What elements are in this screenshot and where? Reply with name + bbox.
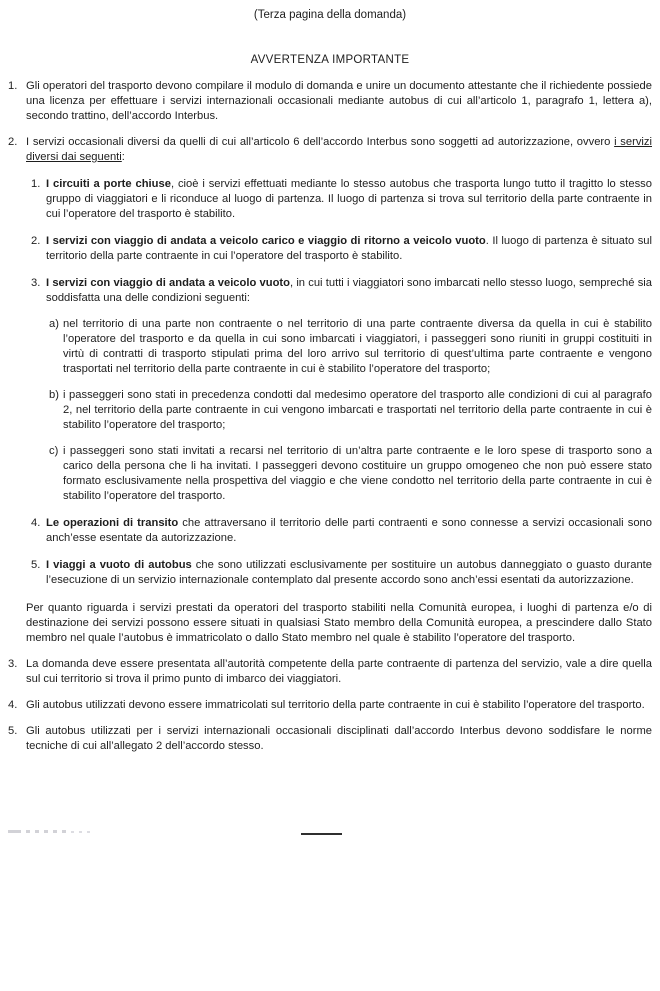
letter-marker-a: a) (49, 318, 59, 330)
list-item-2-text (26, 135, 652, 165)
sub-item-5-bold-lead: I viaggi a vuoto di autobus (46, 559, 192, 571)
list-item-5-text: Gli autobus utilizzati per i servizi internazionali occasionali disciplinati dall’accordo Interbus devono soddisfare le norme tecniche di cui all’allegato 2 dell’accordo stesso. (26, 725, 652, 752)
letter-marker-b: b) (49, 389, 59, 401)
letter-item-a (46, 317, 652, 377)
list-item-2-colon: : (121, 151, 125, 163)
list-marker-2: 2. (8, 136, 18, 148)
list-item-2-lead: I servizi occasionali diversi da quelli di cui all’articolo 6 dell’accordo Interbus sono soggetti ad autorizzazione, ovvero (26, 136, 615, 148)
sub-list-item-2-text: I servizi con viaggio di andata a veicolo carico e viaggio di ritorno a veicolo vuoto. Il luogo di partenza è situato sul territorio della parte contraente in cui l’operatore del trasporto è stabilito. (46, 235, 652, 262)
sub-list-marker-1: 1. (31, 178, 41, 190)
sub-list-item-1 (26, 177, 652, 222)
sub-list-item-3 (26, 276, 652, 504)
letter-item-b (46, 388, 652, 433)
letter-item-c-text: i passeggeri sono stati invitati a recarsi nel territorio di un’altra parte contraente e le loro spese di trasporto sono a carico della persona che li ha invitati. I passeggeri devono costituire un gruppo omogeneo che non può essere stato formato esclusivamente nella prospettiva del viaggio e che viene condotto nel territorio della parte contraente in cui è stabilito l’operatore del trasporto. (63, 445, 652, 502)
letter-marker-c: c) (49, 445, 59, 457)
list-item-5 (8, 724, 652, 754)
letter-item-a-text: nel territorio di una parte non contraente o nel territorio di una parte contraente diversa da quella in cui è stabilito l’operatore del trasporto e da quella in cui sono imbarcati i viaggiatori, i passeggeri sono riuniti in gruppi costituiti in virtù di contratti di trasporto stipulati prima del loro arrivo sul territorio di quest’ultima parte contraente e vengono trasportati nel territorio della parte contraente in cui è stabilito l’operatore del trasporto; (63, 318, 652, 375)
list-marker-5: 5. (8, 725, 18, 737)
sub-list-item-5 (26, 558, 652, 588)
sub-list-marker-4: 4. (31, 517, 41, 529)
sub-list-marker-3: 3. (31, 277, 41, 289)
list-item-1 (8, 79, 652, 124)
list-marker-3: 3. (8, 658, 18, 670)
letter-item-b-text: i passeggeri sono stati in precedenza condotti dal medesimo operatore del trasporto alle condizioni di cui al paragrafo 2, nel territorio della parte contraente in cui vengono imbarcati e trasportati nel territorio della parte contraente in cui è stabilito l’operatore del trasporto; (63, 389, 652, 431)
sub-item-4-bold-lead: Le operazioni di transito (46, 517, 179, 529)
list-item-1-text: Gli operatori del trasporto devono compilare il modulo di domanda e unire un documento attestante che il richiedente possiede una licenza per effettuare i servizi internazionali occasionali mediante autobus di cui all’articolo 1, paragrafo 1, lettera a), secondo trattino, dell’accordo Interbus. (26, 80, 652, 122)
sub-list-item-2 (26, 234, 652, 264)
list-marker-4: 4. (8, 699, 18, 711)
sub-list-marker-5: 5. (31, 559, 41, 571)
list-item-2 (8, 135, 652, 646)
list-marker-1: 1. (8, 80, 18, 92)
faded-print-artifact (8, 830, 90, 833)
sub-item-1-bold-lead: I circuiti a porte chiuse (46, 178, 171, 190)
sub-list-item-3-text: I servizi con viaggio di andata a veicolo vuoto, in cui tutti i viaggiatori sono imbarcati nello stesso luogo, sempreché sia soddisfatta una delle condizioni seguenti: (46, 277, 653, 304)
sub-list-item-1-text: I circuiti a porte chiuse, cioè i servizi effettuati mediante lo stesso autobus che trasporta lungo tutto il tragitto lo stesso gruppo di viaggiatori e li riconduce al luogo di partenza. Il luogo di partenza si trova sul territorio della parte contraente in cui l’operatore del trasporto è stabilito. (46, 178, 652, 220)
sub-list-item-4 (26, 516, 652, 546)
letter-item-c (46, 444, 652, 504)
sub-item-3-bold-lead: I servizi con viaggio di andata a veicolo vuoto (46, 277, 290, 289)
list-item-3 (8, 657, 652, 687)
underlined-phrase: i servizi diversi dai seguenti (26, 136, 652, 163)
list-item-4-text: Gli autobus utilizzati devono essere immatricolati sul territorio della parte contraente in cui è stabilito l’operatore del trasporto. (26, 699, 645, 711)
sub-list-item-5-text: I viaggi a vuoto di autobus che sono utilizzati esclusivamente per sostituire un autobus danneggiato o guasto durante l’esecuzione di un servizio internazionale contemplato dal presente accordo sono anch’essi esentati da autorizzazione. (46, 559, 652, 586)
list-item-3-text: La domanda deve essere presentata all’autorità competente della parte contraente di partenza del servizio, vale a dire quella sul cui territorio si trova il primo punto di imbarco dei viaggiatori. (26, 658, 652, 685)
sub-list-marker-2: 2. (31, 235, 41, 247)
sub-list-item-4-text: Le operazioni di transito che attraversano il territorio delle parti contraenti e sono connesse a servizi occasionali sono anch’esse esentate da autorizzazione. (46, 517, 652, 544)
list-item-4 (8, 698, 652, 713)
page-title: AVVERTENZA IMPORTANTE (250, 54, 410, 66)
footnote-rule (301, 833, 342, 835)
closing-paragraph: Per quanto riguarda i servizi prestati da operatori del trasporto stabiliti nella Comunità europea, i luoghi di partenza e/o di destinazione dei servizi possono essere situati in qualsiasi Stato membro della Comunità europea, a prescindere dallo Stato membro nel quale l’autobus è immatricolato o dallo Stato membro nel quale è stabilito l’operatore del trasporto. (26, 602, 652, 644)
page-header-note: (Terza pagina della domanda) (253, 9, 407, 21)
sub-item-2-bold-lead: I servizi con viaggio di andata a veicolo carico e viaggio di ritorno a veicolo vuoto (46, 235, 486, 247)
